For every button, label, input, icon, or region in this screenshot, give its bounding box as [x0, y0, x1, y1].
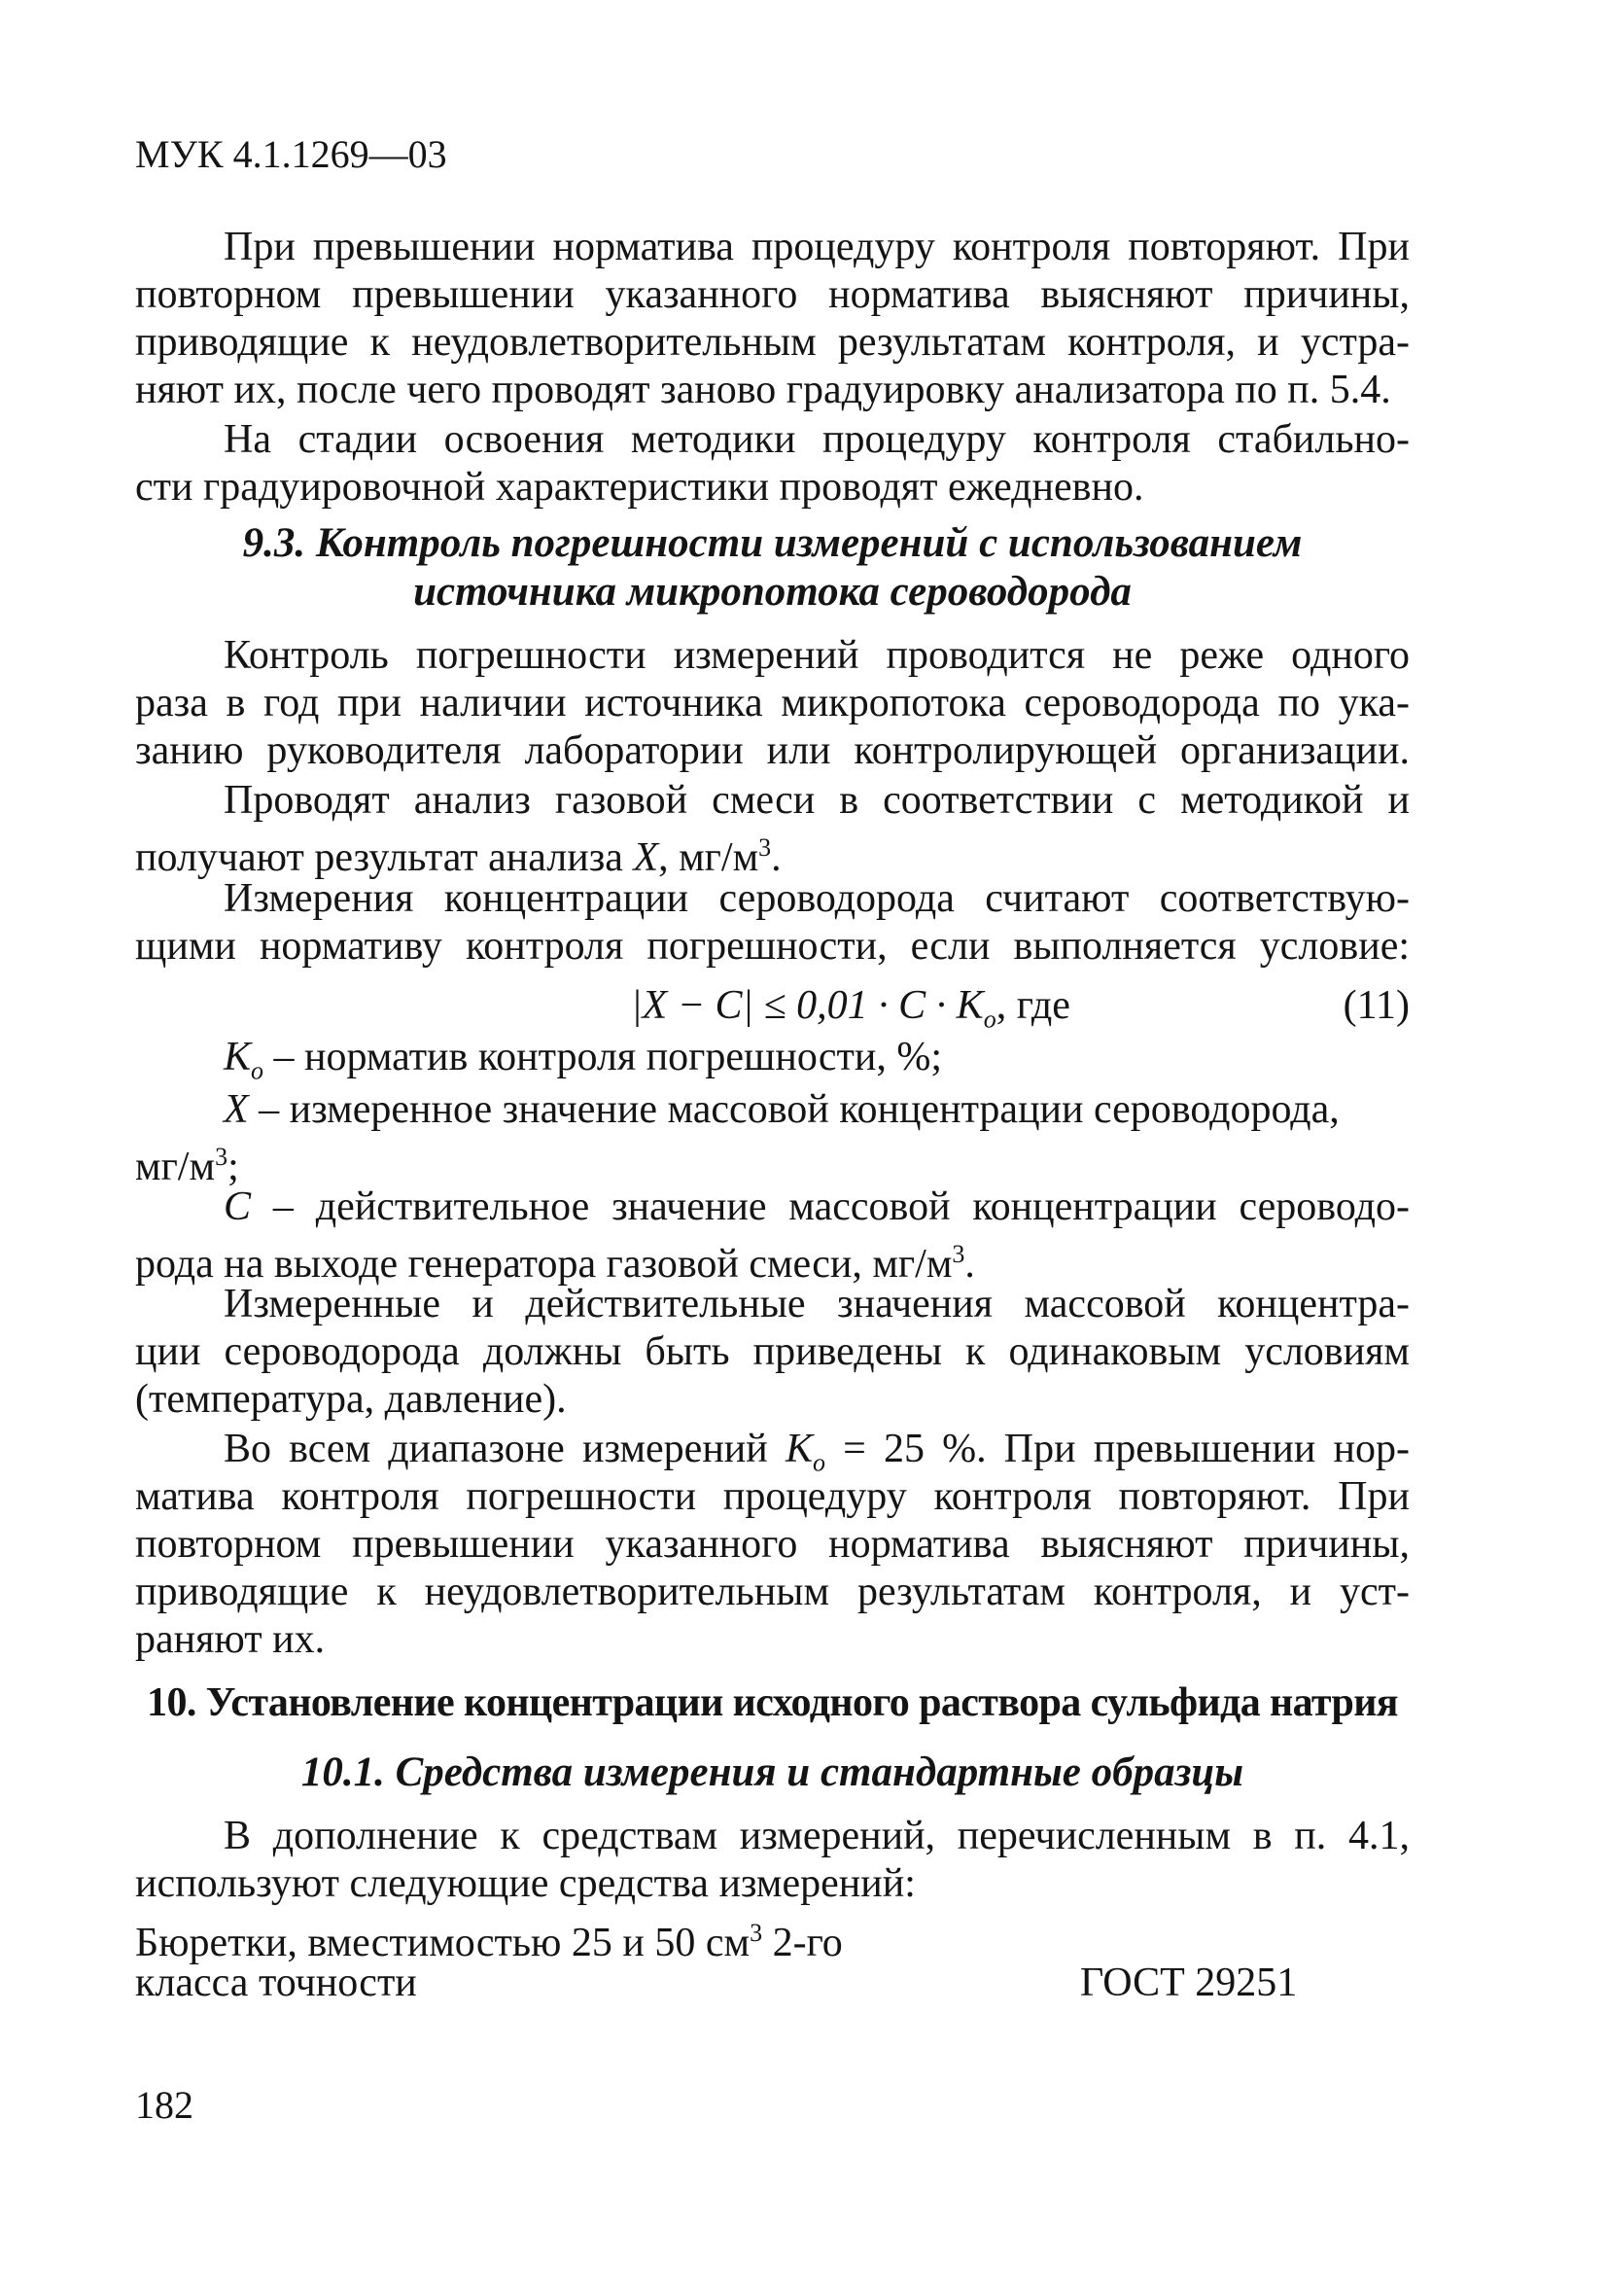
- variable: K: [224, 1035, 252, 1079]
- text-run: – действительное значение массовой концентрации сероводо-: [251, 1184, 1410, 1229]
- formula-row: [135, 982, 1410, 1034]
- text-line: матива контроля погрешности процедуру контроля повторяют. При: [135, 1474, 1410, 1519]
- heading-line: 9.3. Контроль погрешности измерений с использованием: [242, 520, 1303, 566]
- text-line: щими нормативу контроля погрешности, если выполняется условие:: [135, 924, 1410, 969]
- text-run: .: [964, 1242, 975, 1287]
- text-line: приводящие к неудовлетворительным результатам контроля, и устра-: [135, 320, 1410, 365]
- text-run: мг/м: [135, 1145, 216, 1189]
- variable: X: [224, 1087, 249, 1132]
- text-run: – норматив контроля погрешности, %;: [263, 1035, 943, 1079]
- text-line: [135, 1910, 1410, 1966]
- subscript: o: [251, 1056, 264, 1085]
- variable: X: [633, 835, 659, 880]
- text-run: = 25 %. При превышении нор-: [824, 1427, 1410, 1471]
- text-line: повторном превышении указанного норматива выясняют причины,: [135, 1522, 1410, 1567]
- text-run: получают результат анализа: [135, 835, 634, 880]
- section-heading-10: 10. Установление концентрации исходного раствора сульфида натрия: [147, 1680, 1398, 1725]
- text-line: Контроль погрешности измерений проводится не реже одного: [224, 633, 1410, 678]
- text-line: Проводят анализ газовой смеси в соответствии с методикой и: [224, 778, 1410, 823]
- running-header: МУК 4.1.1269—03: [135, 132, 447, 176]
- text-line: При превышении норматива процедуру контроля повторяют. При: [224, 225, 1410, 269]
- text-line: няют их, после чего проводят заново градуировку анализатора по п. 5.4.: [135, 368, 1391, 412]
- text-line: [135, 1134, 1410, 1190]
- text-line: Измеренные и действительные значения массовой концентра-: [224, 1282, 1410, 1326]
- text-line: раняют их.: [135, 1617, 326, 1662]
- superscript: 3: [952, 1240, 965, 1268]
- text-run: – измеренное значение массовой концентрации сероводорода,: [248, 1087, 1340, 1132]
- text-run: рода на выходе генератора газовой смеси, мг/м: [135, 1242, 953, 1287]
- formula-expression: |X − C| ≤ 0,01 · C ·: [631, 983, 957, 1028]
- section-heading-10-1: 10.1. Средства измерения и стандартные образцы: [300, 1749, 1244, 1795]
- text-line: [135, 1086, 1410, 1133]
- subscript: o: [812, 1448, 825, 1477]
- superscript: 3: [215, 1143, 228, 1171]
- text-run: класса точности: [135, 1960, 417, 2005]
- text-line: В дополнение к средствам измерений, перечисленным в п. 4.1,: [224, 1814, 1410, 1858]
- text-line: [135, 1183, 1410, 1230]
- text-run: 2-го: [762, 1921, 843, 1965]
- text-line: приводящие к неудовлетворительным результатам контроля, и уст-: [135, 1570, 1410, 1614]
- variable: K: [785, 1427, 813, 1471]
- variable: K: [956, 983, 984, 1028]
- text-line: занию руководителя лаборатории или контролирующей организации.: [135, 728, 1410, 773]
- text-run: ;: [227, 1145, 239, 1189]
- text-run: Во всем диапазоне измерений: [224, 1427, 786, 1471]
- text-run: Бюретки, вместимостью 25 и 50 см: [135, 1921, 751, 1965]
- heading-line: источника микропотока сероводорода: [413, 569, 1132, 615]
- subscript: o: [983, 1005, 996, 1034]
- text-line: раза в год при наличии источника микропотока сероводорода по ука-: [135, 681, 1410, 725]
- text-run: .: [771, 835, 782, 880]
- text-line: повторном превышении указанного норматива выясняют причины,: [135, 272, 1410, 317]
- text-run: , где: [996, 983, 1070, 1028]
- standard-reference: ГОСТ 29251: [1080, 1960, 1298, 2005]
- equation-number: (11): [1343, 983, 1410, 1028]
- text-line: сти градуировочной характеристики проводят ежедневно.: [135, 465, 1144, 510]
- variable: C: [224, 1184, 252, 1229]
- text-line: [135, 1231, 1410, 1288]
- text-line: [135, 1960, 1410, 2006]
- text-line: используют следующие средства измерений:: [135, 1861, 916, 1906]
- text-line: ции сероводорода должны быть приведены к одинаковым условиям: [135, 1329, 1410, 1374]
- text-line: Измерения концентрации сероводорода считают соответствую-: [224, 876, 1410, 921]
- superscript: 3: [750, 1919, 763, 1947]
- page-number: 182: [135, 2083, 193, 2127]
- text-line: (температура, давление).: [135, 1377, 567, 1422]
- superscript: 3: [758, 833, 772, 862]
- text-run: , мг/м: [658, 835, 759, 880]
- text-line: [135, 825, 1410, 881]
- text-line: На стадии освоения методики процедуру контроля стабильно-: [224, 417, 1410, 462]
